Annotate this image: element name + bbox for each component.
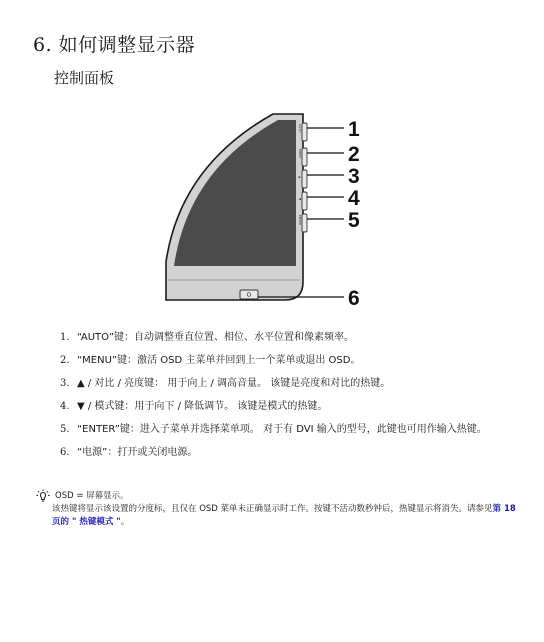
button-label-down: ▼ [298, 198, 302, 201]
note-text: 该热键将显示该设置的分度标，且仅在 OSD 菜单未正确显示时工作。按键不活动数秒钟后，热键显示将消失。请参见 [52, 504, 493, 514]
note-body [52, 503, 516, 529]
list-index: 2. [60, 355, 70, 366]
button-label-menu: MENU [298, 149, 302, 158]
page-title: 6. 如何调整显示器 [33, 34, 196, 56]
note-box [36, 489, 516, 529]
list-index: 6. [60, 447, 70, 458]
note-header [36, 489, 516, 503]
note-tail: 。 [120, 517, 130, 527]
lightbulb-icon [36, 489, 50, 503]
power-button[interactable] [240, 290, 258, 299]
list-item [60, 445, 520, 460]
callout-4: 4 [348, 187, 360, 210]
button-label-up: ▲ [298, 176, 302, 179]
button-label-auto: AUTO [298, 124, 302, 133]
callout-6: 6 [348, 287, 360, 310]
section-subtitle: 控制面板 [54, 69, 115, 87]
list-index: 4. [60, 401, 70, 412]
list-item [60, 330, 520, 345]
list-index: 1. [60, 332, 70, 343]
button-label-enter: ENTER [298, 215, 302, 225]
list-item [60, 422, 520, 437]
monitor-control-panel-figure [160, 110, 390, 318]
list-index: 3. [60, 378, 70, 389]
list-text: “MENU”键：激活 OSD 主菜单并回到上一个菜单或退出 OSD。 [77, 355, 361, 366]
callout-5: 5 [348, 209, 360, 232]
control-steps-list [60, 330, 520, 468]
side-button-down[interactable] [302, 192, 307, 210]
hotkey-mode-page-link[interactable]: 第 18 页的 " 热键模式 " [52, 504, 516, 527]
list-text: “AUTO”键：自动调整垂直位置、相位、水平位置和像素频率。 [77, 332, 355, 343]
side-button-up[interactable] [302, 170, 307, 188]
list-item [60, 353, 520, 368]
callout-2: 2 [348, 143, 360, 166]
list-item [60, 376, 520, 391]
list-index: 5. [60, 424, 70, 435]
list-text: ▼ / 模式键：用于向下 / 降低调节。 该键是模式的热键。 [77, 401, 328, 412]
list-text: “ENTER”键：进入子菜单并选择菜单项。 对于有 DVI 输入的型号，此键也可用作输入热键。 [77, 424, 487, 435]
callout-3: 3 [348, 165, 360, 188]
list-text: “电源”：打开或关闭电源。 [77, 447, 198, 458]
note-heading: OSD = 屏幕显示。 [55, 490, 129, 501]
callout-1: 1 [348, 118, 360, 141]
list-item [60, 399, 520, 414]
list-text: ▲ / 对比 / 亮度键： 用于向上 / 调高音量。 该键是亮度和对比的热键。 [77, 378, 391, 389]
